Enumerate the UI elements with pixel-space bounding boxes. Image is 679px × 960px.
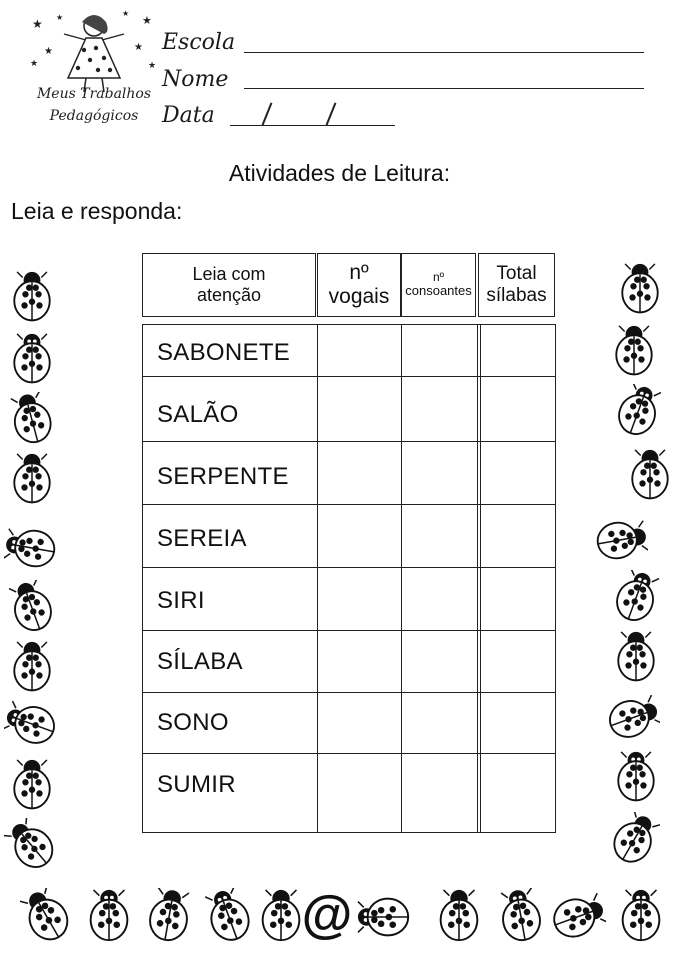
column-divider-3b — [480, 324, 481, 833]
header-consonants-line1: nº — [432, 269, 445, 284]
header-cell-vowels — [317, 253, 401, 317]
column-divider-2 — [401, 324, 402, 833]
row-divider — [142, 567, 556, 568]
ladybug-icon — [608, 630, 664, 691]
svg-text:★: ★ — [122, 9, 130, 18]
date-slash-2 — [326, 102, 337, 125]
row-divider — [142, 376, 556, 377]
svg-text:★: ★ — [134, 42, 143, 53]
word-sereia: SEREIA — [157, 525, 247, 552]
data-line[interactable] — [230, 125, 395, 126]
row-divider — [142, 753, 556, 754]
ladybug-icon — [18, 888, 76, 951]
smiling-ladybug-icon — [4, 696, 60, 757]
word-sabonete: SABONETE — [157, 339, 291, 366]
word-serpente: SERPENTE — [157, 463, 289, 490]
ladybug-icon — [4, 640, 60, 701]
word-sono: SONO — [157, 709, 229, 736]
smiling-ladybug-icon — [610, 384, 666, 445]
ladybug-icon — [548, 888, 606, 951]
column-divider-3 — [477, 324, 478, 833]
ladybug-icon — [4, 270, 60, 331]
header-consonants-line2: consoantes — [405, 283, 472, 299]
header-vowels-line1: nº — [349, 260, 369, 284]
smiling-ladybug-icon — [200, 888, 258, 951]
smiling-ladybug-icon — [612, 888, 670, 951]
header-cell-consonants — [401, 253, 476, 317]
smiling-ladybug-icon — [356, 888, 414, 951]
header-vowels-line2: vogais — [328, 285, 390, 308]
smiling-ladybug-icon — [4, 332, 60, 393]
header-word-line2: atenção — [196, 285, 262, 305]
ladybug-icon — [604, 690, 660, 751]
logo-caption-line-2: Pedagógicos — [49, 108, 139, 124]
ladybug-icon — [4, 818, 60, 879]
logo-caption-line-1: Meus Trabalhos — [36, 86, 152, 102]
header-cell-word — [142, 253, 316, 317]
row-divider — [142, 441, 556, 442]
smiling-ladybug-icon — [492, 888, 550, 951]
word-sumir: SUMIR — [157, 771, 236, 798]
date-slash-1 — [262, 102, 273, 125]
escola-label: Escola — [162, 30, 236, 55]
column-divider-1 — [317, 324, 318, 833]
nome-label: Nome — [162, 67, 229, 92]
svg-text:★: ★ — [32, 17, 43, 31]
data-label: Data — [162, 103, 215, 128]
page-title: Atividades de Leitura: — [228, 160, 451, 186]
escola-line[interactable] — [244, 52, 644, 53]
instruction: Leia e responda: — [11, 198, 183, 224]
ladybug-icon — [4, 392, 60, 453]
row-divider — [142, 504, 556, 505]
ladybug-icon — [140, 888, 198, 951]
ladybug-icon — [4, 758, 60, 819]
word-siri: SIRI — [157, 587, 205, 614]
header-syllables-line2: sílabas — [486, 285, 547, 306]
svg-text:@: @ — [301, 886, 353, 944]
smiling-ladybug-icon — [4, 520, 60, 581]
row-divider — [142, 692, 556, 693]
header-word-line1: Leia com — [192, 264, 266, 285]
smiling-ladybug-icon — [80, 888, 138, 951]
nome-line[interactable] — [244, 88, 644, 89]
ladybug-icon — [4, 580, 60, 641]
ladybug-icon — [606, 812, 662, 873]
header-syllables-line1: Total — [496, 263, 537, 285]
ladybug-icon — [606, 324, 662, 385]
ladybug-icon — [592, 512, 648, 573]
at-sign-icon — [298, 886, 356, 944]
smiling-ladybug-icon — [608, 570, 664, 631]
ladybug-icon — [622, 448, 678, 509]
ladybug-icon — [4, 452, 60, 513]
row-divider — [142, 630, 556, 631]
word-salao: SALÃO — [157, 401, 239, 428]
smiling-ladybug-icon — [608, 750, 664, 811]
svg-text:★: ★ — [56, 13, 64, 22]
ladybug-icon — [612, 262, 668, 323]
svg-text:★: ★ — [142, 15, 152, 27]
word-silaba: SÍLABA — [157, 648, 243, 675]
svg-text:★: ★ — [30, 58, 39, 68]
svg-text:★: ★ — [148, 60, 157, 70]
svg-text:★: ★ — [44, 46, 53, 57]
ladybug-icon — [430, 888, 488, 951]
header-cell-syllables — [478, 253, 555, 317]
